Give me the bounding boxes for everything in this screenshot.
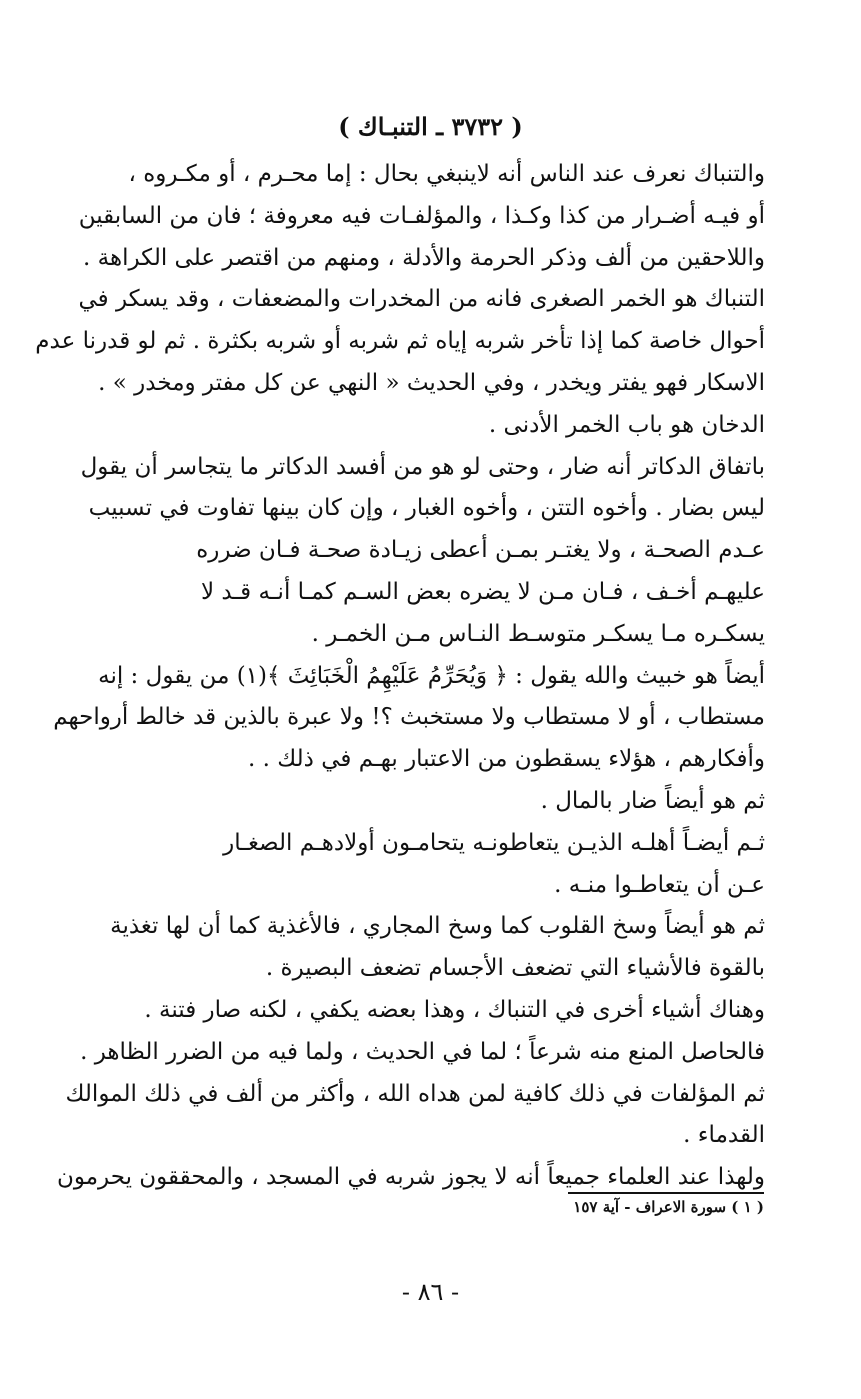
- text-line: أيضاً هو خبيث والله يقول : ﴿ وَيُحَرِّمُ عَلَيْهِمُ الْخَبَائِثَ ﴾(١) من يقول : إنه: [98, 662, 765, 689]
- text-line: التنباك هو الخمر الصغرى فانه من المخدرات والمضعفات ، وقد يسكر في: [78, 286, 765, 313]
- text-line: فالحاصل المنع منه شرعاً ؛ لما في الحديث ، ولما فيه من الضرر الظاهر .: [80, 1038, 765, 1065]
- text-line: عـدم الصحـة ، ولا يغتـر بمـن أعطى زيـادة صحـة فـان ضرره: [196, 537, 765, 564]
- text-line: مستطاب ، أو لا مستطاب ولا مستخبث ؟! ولا عبرة بالذين قد خالط أرواحهم: [53, 704, 765, 731]
- text-line: وهناك أشياء أخرى في التنباك ، وهذا بعضه يكفي ، لكنه صار فتنة .: [144, 996, 765, 1023]
- text-line: ليس بضار . وأخوه التتن ، وأخوه الغبار ، وإن كان بينها تفاوت في تسبيب: [88, 495, 765, 522]
- text-line: الاسكار فهو يفتر ويخدر ، وفي الحديث « النهي عن كل مفتر ومخدر » .: [98, 369, 765, 396]
- text-line: واللاحقين من ألف وذكر الحرمة والأدلة ، ومنهم من اقتصر على الكراهة .: [82, 244, 765, 271]
- text-line: أحوال خاصة كما إذا تأخر شربه إياه ثم شربه أو شربه بكثرة . ثم لو قدرنا عدم: [35, 328, 765, 355]
- footnote: ( ١ ) سورة الاعراف - آية ١٥٧: [573, 1198, 764, 1216]
- text-line: ثم هو أيضاً ضار بالمال .: [540, 787, 765, 814]
- text-line: وأفكارهم ، هؤلاء يسقطون من الاعتبار بهـم في ذلك . .: [248, 746, 765, 773]
- text-line: عليهـم أخـف ، فـان مـن لا يضره بعض السـم كمـا أنـه قـد لا: [200, 578, 765, 605]
- body-text: [35, 154, 765, 1199]
- text-line: عـن أن يتعاطـوا منـه .: [554, 871, 765, 898]
- text-line: القدماء .: [683, 1122, 765, 1149]
- text-line: باتفاق الدكاتر أنه ضار ، وحتى لو هو من أفسد الدكاتر ما يتجاسر أن يقول: [80, 453, 765, 480]
- page-title: ( ٣٧٣٢ ـ التنبـاك ): [338, 112, 523, 141]
- footnote-divider: [568, 1192, 764, 1194]
- text-line: بالقوة فالأشياء التي تضعف الأجسام تضعف البصيرة .: [265, 955, 765, 982]
- text-line: يسكـره مـا يسكـر متوسـط النـاس مـن الخمـر .: [311, 620, 765, 647]
- page-number: - ٨٦ -: [401, 1278, 460, 1306]
- text-line: ولهذا عند العلماء جميعاً أنه لا يجوز شربه في المسجد ، والمحققون يحرمون: [56, 1164, 765, 1191]
- text-line: ثم هو أيضاً وسخ القلوب كما وسخ المجاري ، فالأغذية كما أن لها تغذية: [110, 913, 765, 940]
- text-line: أو فيـه أضـرار من كذا وكـذا ، والمؤلفـات فيه معروفة ؛ فان من السابقين: [78, 202, 765, 229]
- text-line: ثم المؤلفات في ذلك كافية لمن هداه الله ، وأكثر من ألف في ذلك الموالك: [65, 1080, 765, 1107]
- text-line: الدخان هو باب الخمر الأدنى .: [488, 411, 765, 438]
- text-line: والتنباك نعرف عند الناس أنه لاينبغي بحال : إما محـرم ، أو مكـروه ،: [128, 161, 765, 187]
- text-line: ثـم أيضـاً أهلـه الذيـن يتعاطونـه يتحامـون أولادهـم الصغـار: [223, 829, 765, 856]
